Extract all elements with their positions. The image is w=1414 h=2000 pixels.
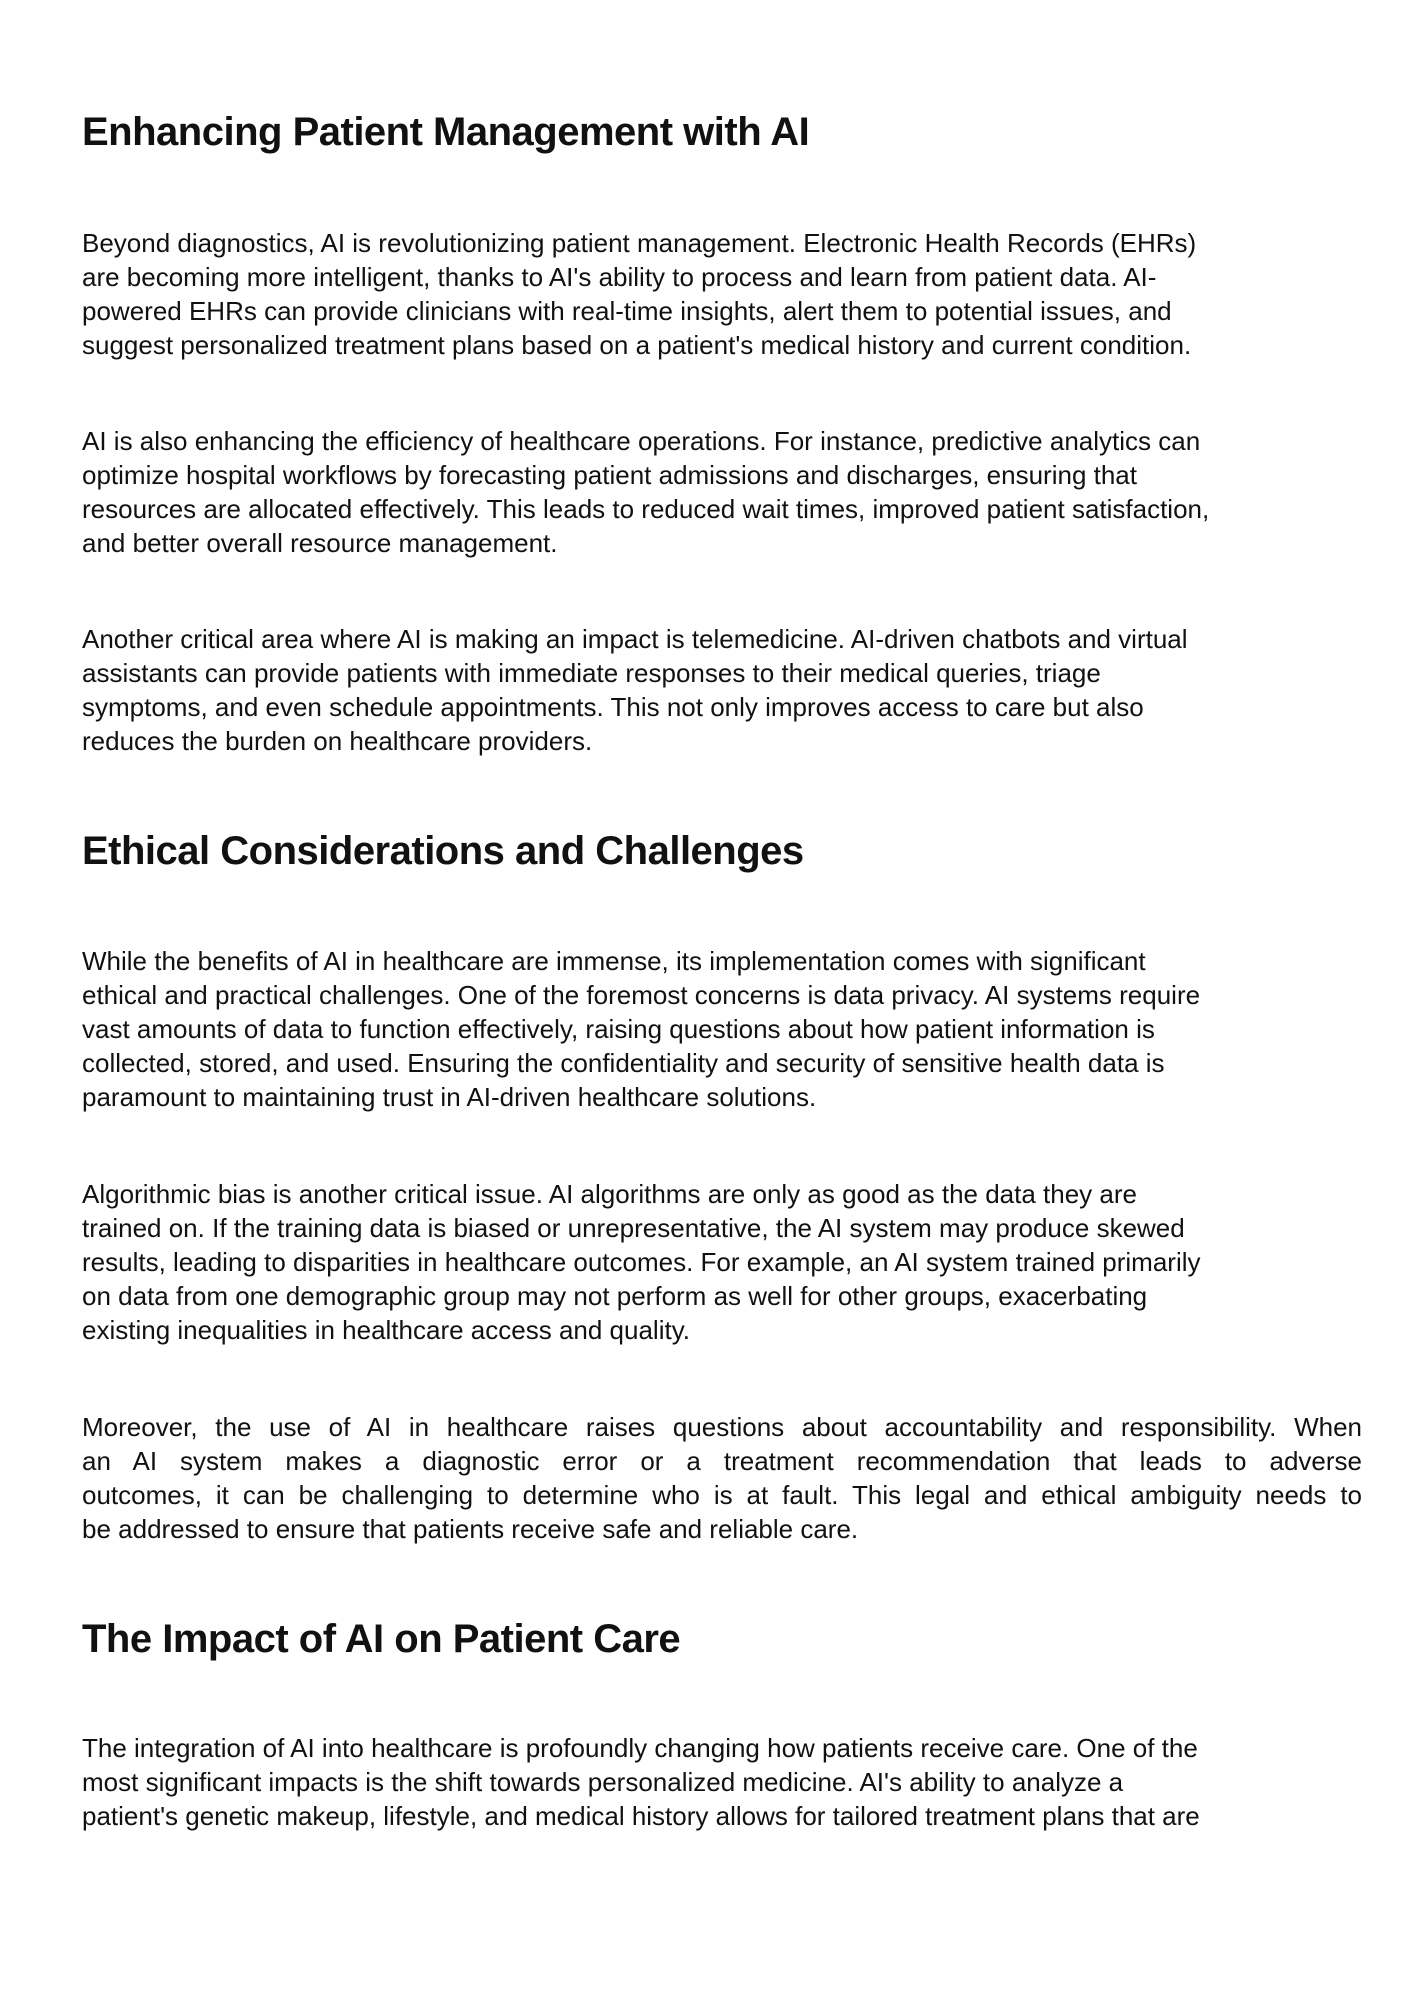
paragraph <box>82 226 1362 362</box>
text-line: results, leading to disparities in healthcare outcomes. For example, an AI system trained primarily <box>82 1247 1201 1277</box>
text-line: The integration of AI into healthcare is profoundly changing how patients receive care. One of the <box>82 1733 1198 1763</box>
text-line: patient's genetic makeup, lifestyle, and medical history allows for tailored treatment plans that are <box>82 1801 1200 1831</box>
paragraph <box>82 1731 1362 1833</box>
text-line: Another critical area where AI is making an impact is telemedicine. AI-driven chatbots and virtual <box>82 624 1188 654</box>
text-line: Algorithmic bias is another critical issue. AI algorithms are only as good as the data they are <box>82 1179 1137 1209</box>
text-line: Beyond diagnostics, AI is revolutionizing patient management. Electronic Health Records (EHRs) <box>82 228 1197 258</box>
text-line: assistants can provide patients with immediate responses to their medical queries, triage <box>82 658 1101 688</box>
text-line: AI is also enhancing the efficiency of healthcare operations. For instance, predictive analytics can <box>82 426 1201 456</box>
text-line: and better overall resource management. <box>82 528 558 558</box>
paragraph <box>82 424 1362 560</box>
text-line: symptoms, and even schedule appointments. This not only improves access to care but also <box>82 692 1144 722</box>
section-heading: Ethical Considerations and Challenges <box>82 829 804 873</box>
text-line: vast amounts of data to function effectively, raising questions about how patient information is <box>82 1014 1155 1044</box>
text-line: powered EHRs can provide clinicians with real-time insights, alert them to potential issues, and <box>82 296 1172 326</box>
text-line: trained on. If the training data is biased or unrepresentative, the AI system may produce skewed <box>82 1213 1185 1243</box>
text-line: on data from one demographic group may not perform as well for other groups, exacerbating <box>82 1281 1148 1311</box>
text-line: reduces the burden on healthcare providers. <box>82 726 593 756</box>
text-line: an AI system makes a diagnostic error or a treatment recommendation that leads to adverse <box>82 1446 1362 1476</box>
text-line: optimize hospital workflows by forecasting patient admissions and discharges, ensuring that <box>82 460 1137 490</box>
text-line: are becoming more intelligent, thanks to AI's ability to process and learn from patient data. AI- <box>82 262 1157 292</box>
text-line: ethical and practical challenges. One of the foremost concerns is data privacy. AI systems require <box>82 980 1201 1010</box>
paragraph <box>82 1177 1362 1347</box>
text-line: outcomes, it can be challenging to determine who is at fault. This legal and ethical ambiguity needs to <box>82 1480 1362 1510</box>
text-line: While the benefits of AI in healthcare are immense, its implementation comes with significant <box>82 946 1146 976</box>
text-line: collected, stored, and used. Ensuring the confidentiality and security of sensitive health data is <box>82 1048 1165 1078</box>
section-heading: Enhancing Patient Management with AI <box>82 110 810 154</box>
paragraph <box>82 1410 1362 1546</box>
text-line: paramount to maintaining trust in AI-driven healthcare solutions. <box>82 1082 817 1112</box>
text-line: be addressed to ensure that patients receive safe and reliable care. <box>82 1514 859 1544</box>
paragraph <box>82 622 1362 758</box>
text-line: suggest personalized treatment plans based on a patient's medical history and current condition. <box>82 330 1192 360</box>
text-line: existing inequalities in healthcare access and quality. <box>82 1315 690 1345</box>
section-heading: The Impact of AI on Patient Care <box>82 1617 681 1661</box>
text-line: Moreover, the use of AI in healthcare raises questions about accountability and responsibility. When <box>82 1412 1362 1442</box>
text-line: most significant impacts is the shift towards personalized medicine. AI's ability to analyze a <box>82 1767 1124 1797</box>
text-line: resources are allocated effectively. This leads to reduced wait times, improved patient satisfaction, <box>82 494 1210 524</box>
paragraph <box>82 944 1362 1114</box>
